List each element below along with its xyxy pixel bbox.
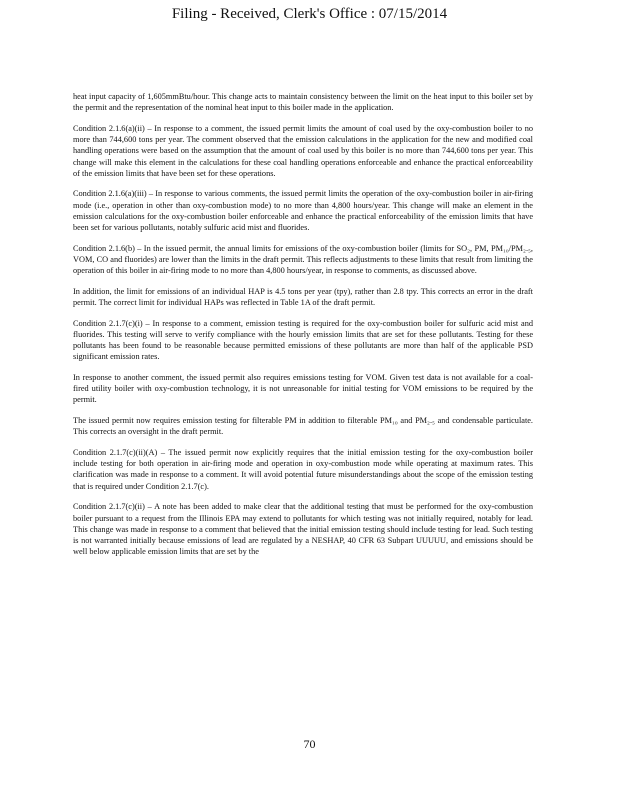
filing-header: Filing - Received, Clerk's Office : 07/15/2014 — [171, 6, 448, 22]
paragraph-condition-2-1-7-c-i: Condition 2.1.7(c)(i) – In response to a comment, emission testing is required for the oxy-combustion boiler for sulfuric acid mist and fluorides. This testing will serve to verify compliance with the hourly emission limits that are set for these pollutants. Testing for these pollutants has been found to be reasonable because permitted emissions of these pollutants are more than half of the applicable PSD significant emission rates. — [73, 318, 533, 362]
paragraph-heat-input: heat input capacity of 1,605mmBtu/hour. This change acts to maintain consistency between the limit on the heat input to this boiler set by the permit and the representation of the nominal heat input to this boiler made in the application. — [73, 92, 533, 113]
paragraph-condition-2-1-7-c-ii: Condition 2.1.7(c)(ii) – A note has been added to make clear that the additional testing that must be performed for the oxy-combustion boiler pursuant to a request from the Illinois EPA may extend to pollutants for which testing was not initially required, notably for lead. This change was made in response to a comment that believed that the initial emission testing should include testing for lead. Such testing is not warranted initially because emissions of lead are regulated by a NESHAP, 40 CFR 63 Subpart UUUUU, and emissions should be well below applicable emission limits that are set by the — [73, 502, 533, 557]
document-body — [73, 91, 533, 567]
paragraph-condition-2-1-7-c-ii-a: Condition 2.1.7(c)(ii)(A) – The issued permit now explicitly requires that the initial emission testing for the oxy-combustion boiler include testing for both operation in air-firing mode and operation in oxy-combustion mode while operating at maximum rates. This clarification was made in response to a comment. It will avoid potential future misunderstandings about the scope of the emission testing that is required under Condition 2.1.7(c). — [73, 448, 533, 491]
paragraph-condition-2-1-6-a-iii: Condition 2.1.6(a)(iii) – In response to various comments, the issued permit limits the operation of the oxy-combustion boiler in air-firing mode (i.e., operation in other than oxy-combustion mode) to no more than 4,800 hours/year. This change will make an element in the emission calculations for the oxy-combustion boiler enforceable and enhance the practical enforceability of the emission limits that have been set for various pollutants, notably sulfuric acid mist and fluorides. — [73, 189, 533, 233]
paragraph-vom-testing: In response to another comment, the issued permit also requires emissions testing for VOM. Given test data is not available for a coal-fired utility boiler with oxy-combustion technology, it is not unreasonable for initial testing for VOM emissions to be required by the permit. — [73, 373, 533, 405]
paragraph-filterable-pm: The issued permit now requires emission testing for filterable PM in addition to filterable PM₁₀ and PM₂.₅ and condensable particulate. This corrects an oversight in the draft permit. — [73, 416, 533, 437]
paragraph-condition-2-1-6-a-ii: Condition 2.1.6(a)(ii) – In response to a comment, the issued permit limits the amount of coal used by the oxy-combustion boiler to no more than 744,600 tons per year. The comment observed that the emission calculations in the application for the new and modified coal handling operations were based on the assumption that the amount of coal used by this boiler is no more than 744,600 tons per year. This change will make this element in the calculations for these coal handling operations enforceable and enhance the practical enforceability of the emission limits that have been set for these operations. — [73, 123, 533, 178]
paragraph-hap-limit: In addition, the limit for emissions of an individual HAP is 4.5 tons per year (tpy), rather than 2.8 tpy. This corrects an error in the draft permit. The correct limit for individual HAPs was reflected in Table 1A of the draft permit. — [73, 286, 533, 308]
paragraph-condition-2-1-6-b: Condition 2.1.6(b) – In the issued permit, the annual limits for emissions of the oxy-combustion boiler (limits for SO₂, PM, PM₁₀/PM₂.₅, VOM, CO and fluorides) are lower than the limits in the draft permit. This reflects adjustments to these limits that result from limiting the operation of this boiler in air-firing mode to no more than 4,800 hours/year, in response to comments, as discussed above. — [73, 243, 533, 276]
page-number: 70 — [303, 737, 316, 751]
